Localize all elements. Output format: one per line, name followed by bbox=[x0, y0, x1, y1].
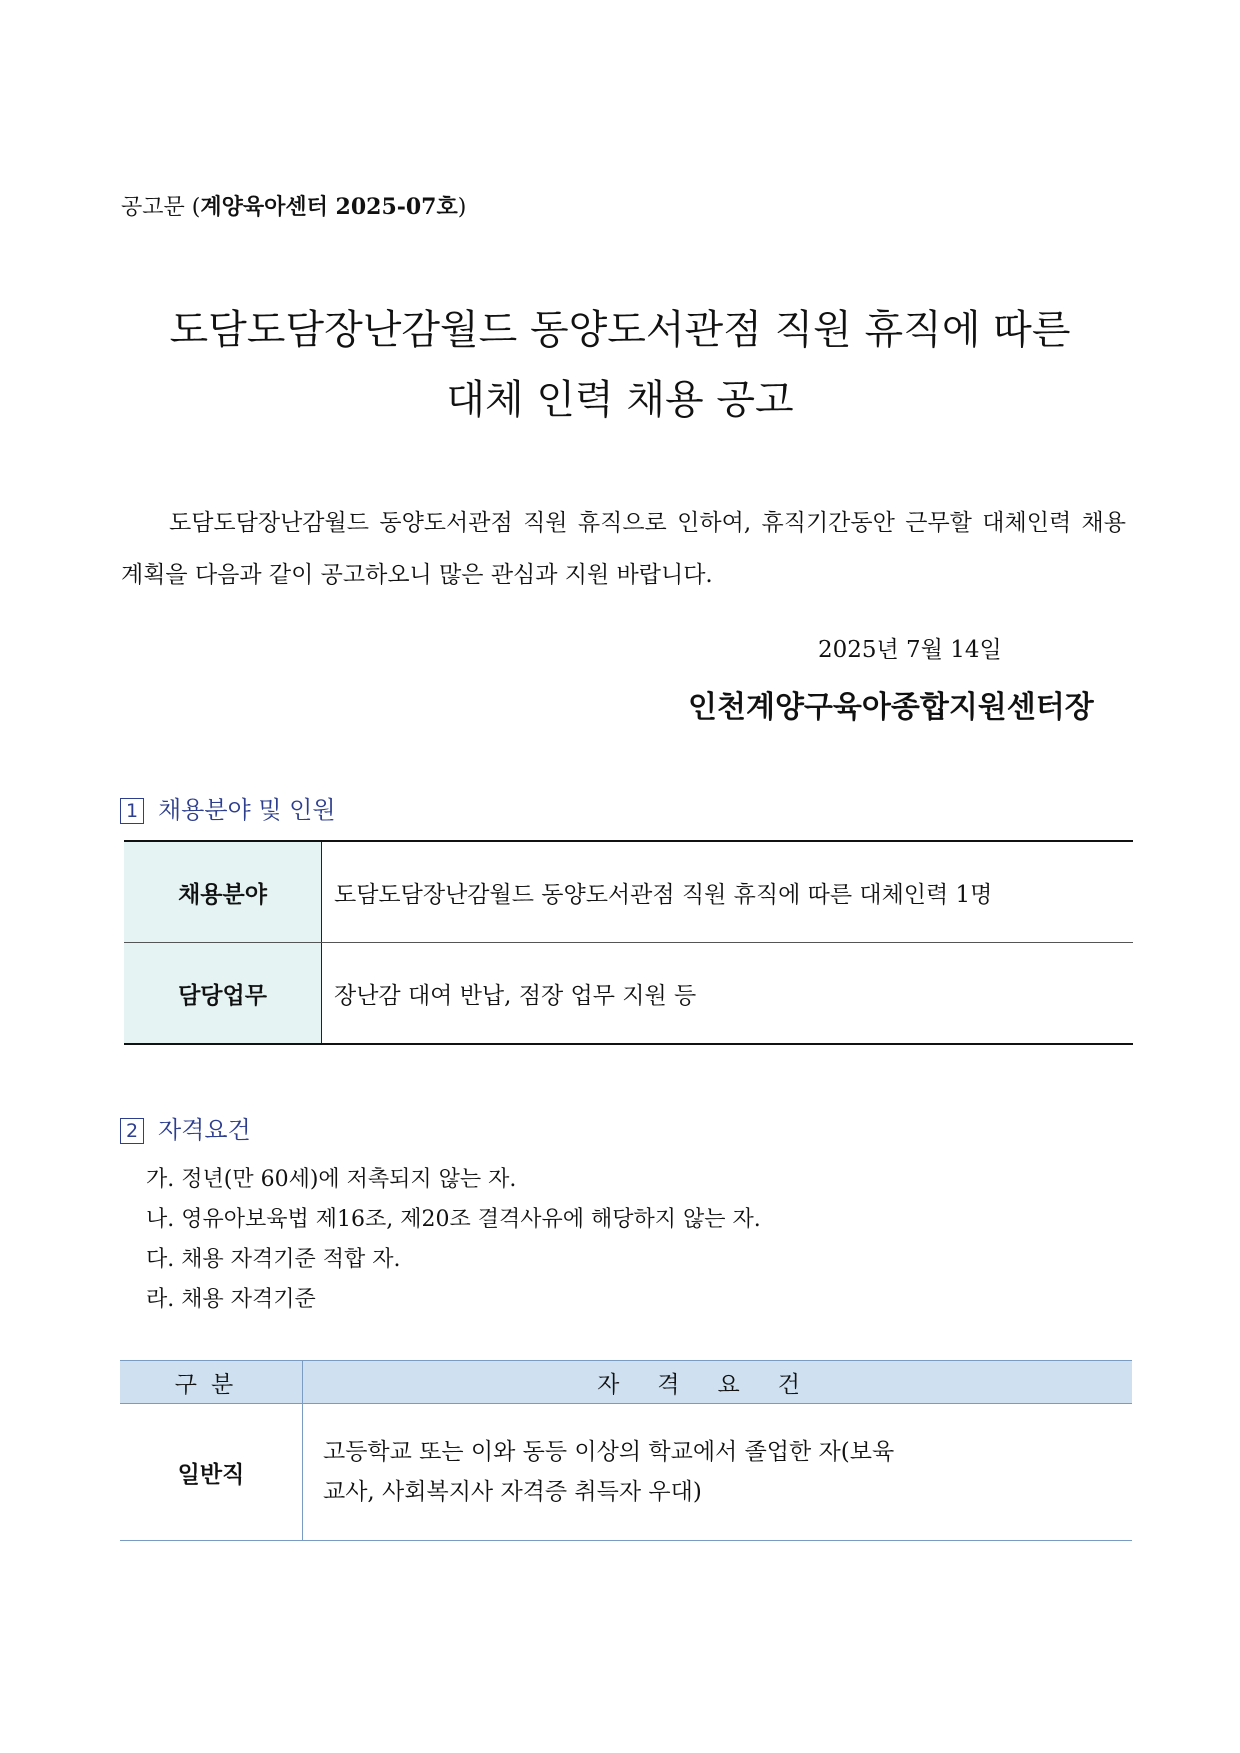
row-value: 장난감 대여 반납, 점장 업무 지원 등 bbox=[322, 943, 1134, 1045]
list-item: 라. 채용 자격기준 bbox=[146, 1287, 316, 1312]
notice-code: 계양육아센터 2025-07호 bbox=[200, 194, 458, 220]
notice-number bbox=[121, 190, 466, 221]
column-header: 구분 bbox=[120, 1361, 303, 1404]
value-line-2: 교사, 사회복지사 자격증 취득자 우대) bbox=[323, 1479, 702, 1505]
list-item: 나. 영유아보육법 제16조, 제20조 결격사유에 해당하지 않는 자. bbox=[146, 1207, 761, 1232]
section-2-heading bbox=[120, 1110, 251, 1145]
row-label: 일반직 bbox=[120, 1404, 303, 1541]
recruitment-table bbox=[124, 840, 1133, 1045]
value-line-1: 고등학교 또는 이와 동등 이상의 학교에서 졸업한 자(보육 bbox=[323, 1439, 895, 1465]
intro-paragraph bbox=[121, 497, 1126, 601]
list-item: 가. 정년(만 60세)에 저촉되지 않는 자. bbox=[146, 1167, 517, 1192]
row-value bbox=[303, 1404, 1133, 1541]
section-1-title: 채용분야 및 인원 bbox=[158, 796, 336, 824]
row-label: 채용분야 bbox=[124, 841, 322, 943]
section-2-title: 자격요건 bbox=[158, 1116, 251, 1144]
table-row bbox=[120, 1404, 1132, 1541]
table-row bbox=[124, 841, 1133, 943]
section-1-heading bbox=[120, 790, 336, 825]
sender-name: 인천계양구육아종합지원센터장 bbox=[688, 690, 1094, 725]
column-header: 자격요건 bbox=[303, 1361, 1133, 1404]
section-1-number: 1 bbox=[120, 798, 144, 824]
title-line-1: 도담도담장난감월드 동양도서관점 직원 휴직에 따른 bbox=[169, 307, 1071, 353]
notice-date: 2025년 7월 14일 bbox=[818, 637, 1002, 663]
section-2-number: 2 bbox=[120, 1118, 144, 1144]
qualification-table bbox=[120, 1360, 1132, 1541]
requirements-list bbox=[146, 1160, 761, 1320]
intro-text: 도담도담장난감월드 동양도서관점 직원 휴직으로 인하여, 휴직기간동안 근무할 대체인력 채용 계획을 다음과 같이 공고하오니 많은 관심과 지원 바랍니다. bbox=[121, 510, 1126, 588]
title-line-2: 대체 인력 채용 공고 bbox=[446, 377, 794, 423]
list-item: 다. 채용 자격기준 적합 자. bbox=[146, 1247, 401, 1272]
table-header-row bbox=[120, 1361, 1132, 1404]
row-value: 도담도담장난감월드 동양도서관점 직원 휴직에 따른 대체인력 1명 bbox=[322, 841, 1134, 943]
row-label: 담당업무 bbox=[124, 943, 322, 1045]
table-row bbox=[124, 943, 1133, 1045]
notice-prefix: 공고문 ( bbox=[121, 195, 201, 220]
notice-suffix: ) bbox=[457, 195, 467, 220]
